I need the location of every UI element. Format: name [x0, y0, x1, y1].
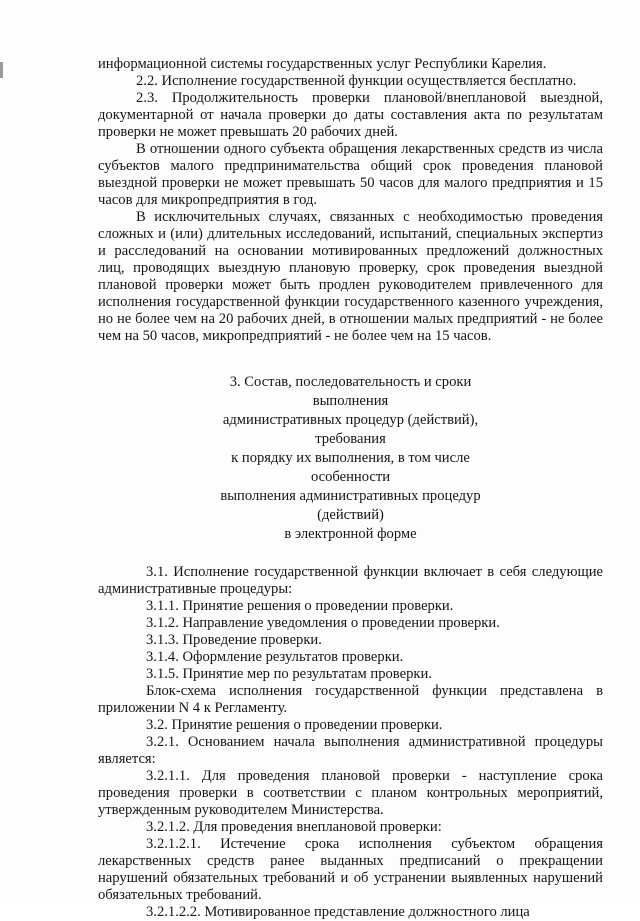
- heading-line: выполнения административных процедур (действий): [220, 488, 481, 523]
- paragraph-exceptional-cases: В исключительных случаях, связанных с необходимостью проведения сложных и (или) длительных исследований, испытаний, специальных экспертиз и расследований на основании мотивированных предложений должностных лиц, проводящих выездную плановую проверку, срок проведения выездной плановой проверки может быть продлен руководителем привлеченного для исполнения государственной функции государственного казенного учреждения, но не более чем на 20 рабочих дней, в отношении малых предприятий - не более чем на 50 часов, микропредприятий - не более чем на 15 часов.: [98, 209, 603, 344]
- paragraph-3-2-1: 3.2.1. Основанием начала выполнения административной процедуры является:: [98, 734, 603, 767]
- paragraph-3-2-1-1: 3.2.1.1. Для проведения плановой проверки - наступление срока проведения проверки в соответствии с планом контрольных мероприятий, утвержденным руководителем Министерства.: [98, 768, 603, 818]
- list-item-3-1-1: 3.1.1. Принятие решения о проведении проверки.: [146, 598, 454, 614]
- scan-edge-mark: [0, 62, 3, 78]
- heading-line: административных процедур (действий), требования: [222, 412, 479, 447]
- paragraph-3-1: 3.1. Исполнение государственной функции включает в себя следующие административные процедуры:: [98, 564, 603, 597]
- paragraph-continuation: информационной системы государственных услуг Республики Карелия.: [98, 56, 547, 72]
- paragraph-block-scheme: Блок-схема исполнения государственной функции представлена в приложении N 4 к Регламенту.: [98, 683, 603, 716]
- paragraph-2-2: 2.2. Исполнение государственной функции осуществляется бесплатно.: [136, 73, 577, 89]
- list-item-3-1-5: 3.1.5. Принятие мер по результатам проверки.: [146, 666, 432, 682]
- list-item-3-1-3: 3.1.3. Проведение проверки.: [146, 632, 322, 648]
- list-item-3-1-2: 3.1.2. Направление уведомления о проведении проверки.: [146, 615, 500, 631]
- heading-line: к порядку их выполнения, в том числе особенности: [231, 450, 470, 485]
- list-item-3-1-4: 3.1.4. Оформление результатов проверки.: [146, 649, 404, 665]
- paragraph-2-3: 2.3. Продолжительность проверки плановой/внеплановой выездной, документарной от начала проверки до даты составления акта по результатам проверки не может превышать 20 рабочих дней.: [98, 90, 603, 140]
- section-3-heading: [201, 373, 501, 544]
- heading-line: 3. Состав, последовательность и сроки выполнения: [229, 374, 472, 409]
- heading-line: в электронной форме: [284, 526, 417, 542]
- document-body: [98, 56, 603, 921]
- paragraph-3-2: 3.2. Принятие решения о проведении проверки.: [146, 717, 443, 733]
- paragraph-small-business: В отношении одного субъекта обращения лекарственных средств из числа субъектов малого предпринимательства общий срок проведения плановой выездной проверки не может превышать 50 часов для малого предприятия и 15 часов для микропредприятия в год.: [98, 141, 603, 208]
- paragraph-3-2-1-2-1: 3.2.1.2.1. Истечение срока исполнения субъектом обращения лекарственных средств ранее выданных предписаний о прекращении нарушений обязательных требований и об устранении выявленных нарушений обязательных требований.: [98, 836, 603, 903]
- paragraph-3-2-1-2-2: 3.2.1.2.2. Мотивированное представление должностного лица: [146, 904, 530, 920]
- paragraph-3-2-1-2: 3.2.1.2. Для проведения внеплановой проверки:: [146, 819, 442, 835]
